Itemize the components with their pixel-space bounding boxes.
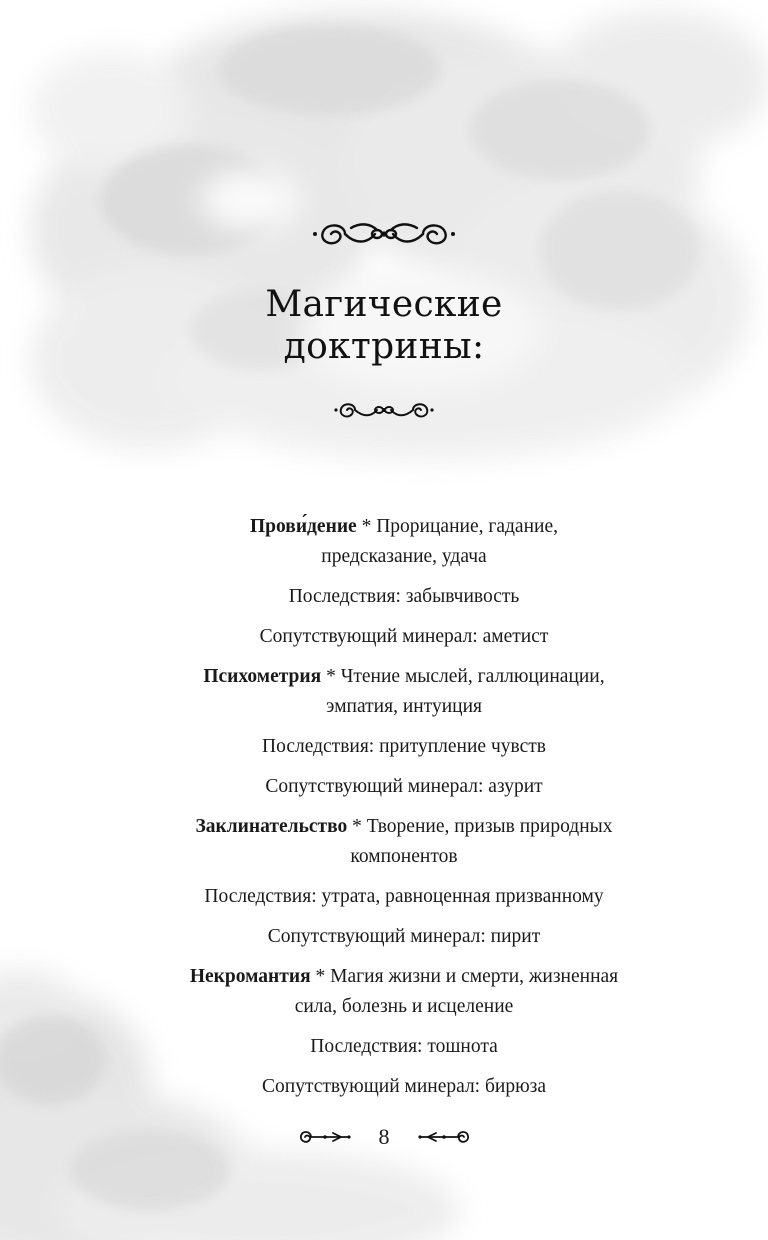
- page-number: 8: [378, 1124, 390, 1149]
- doctrine-description: * Магия жизни и смерти, жизненная: [310, 966, 619, 987]
- doctrine-description: * Прорицание, гадание,: [356, 516, 558, 537]
- doctrine-consequence: Последствия: забывчивость: [288, 586, 520, 607]
- page-footer: [0, 1122, 768, 1152]
- title-line-1: Магические: [265, 284, 503, 325]
- doctrine-definition: [120, 512, 688, 572]
- doctrine-entry-providence: [120, 512, 688, 652]
- scroll-arrow-left-icon: [297, 1127, 353, 1147]
- doctrine-consequence: Последствия: тошнота: [310, 1036, 498, 1057]
- doctrine-mineral: Сопутствующий минерал: азурит: [265, 776, 543, 797]
- doctrine-entry-psychometry: [120, 662, 688, 802]
- flourish-scroll-icon: [311, 214, 457, 254]
- doctrine-entry-conjuration: [120, 812, 688, 952]
- doctrine-list: [120, 512, 688, 1112]
- doctrine-term: Некромантия: [189, 966, 311, 987]
- doctrine-consequence: Последствия: притупление чувств: [262, 736, 546, 757]
- doctrine-term: Прови́дение: [250, 516, 357, 537]
- doctrine-term: Психометрия: [203, 666, 322, 687]
- doctrine-consequence: Последствия: утрата, равноценная призванному: [204, 886, 604, 907]
- doctrine-description-continued: сила, болезнь и исцеление: [294, 996, 514, 1017]
- doctrine-definition: [120, 962, 688, 1022]
- doctrine-description: * Чтение мыслей, галлюцинации,: [321, 666, 605, 687]
- doctrine-mineral: Сопутствующий минерал: бирюза: [262, 1076, 546, 1097]
- doctrine-description-continued: предсказание, удача: [321, 546, 487, 567]
- doctrine-entry-necromancy: [120, 962, 688, 1102]
- doctrine-definition: [120, 812, 688, 872]
- title-line-2: доктрины:: [283, 326, 485, 367]
- doctrine-description-continued: эмпатия, интуиция: [326, 696, 482, 717]
- scroll-arrow-right-icon: [416, 1127, 472, 1147]
- title-flourish-ornament: [0, 397, 768, 423]
- doctrine-description: * Творение, призыв природных: [347, 816, 613, 837]
- doctrine-definition: [120, 662, 688, 722]
- doctrine-description-continued: компонентов: [350, 846, 458, 867]
- doctrine-mineral: Сопутствующий минерал: аметист: [259, 626, 549, 647]
- doctrine-term: Заклинательство: [195, 816, 348, 837]
- top-flourish-ornament: [0, 214, 768, 254]
- flourish-scroll-icon: [333, 397, 435, 423]
- page-title: [0, 284, 768, 368]
- doctrine-mineral: Сопутствующий минерал: пирит: [267, 926, 541, 947]
